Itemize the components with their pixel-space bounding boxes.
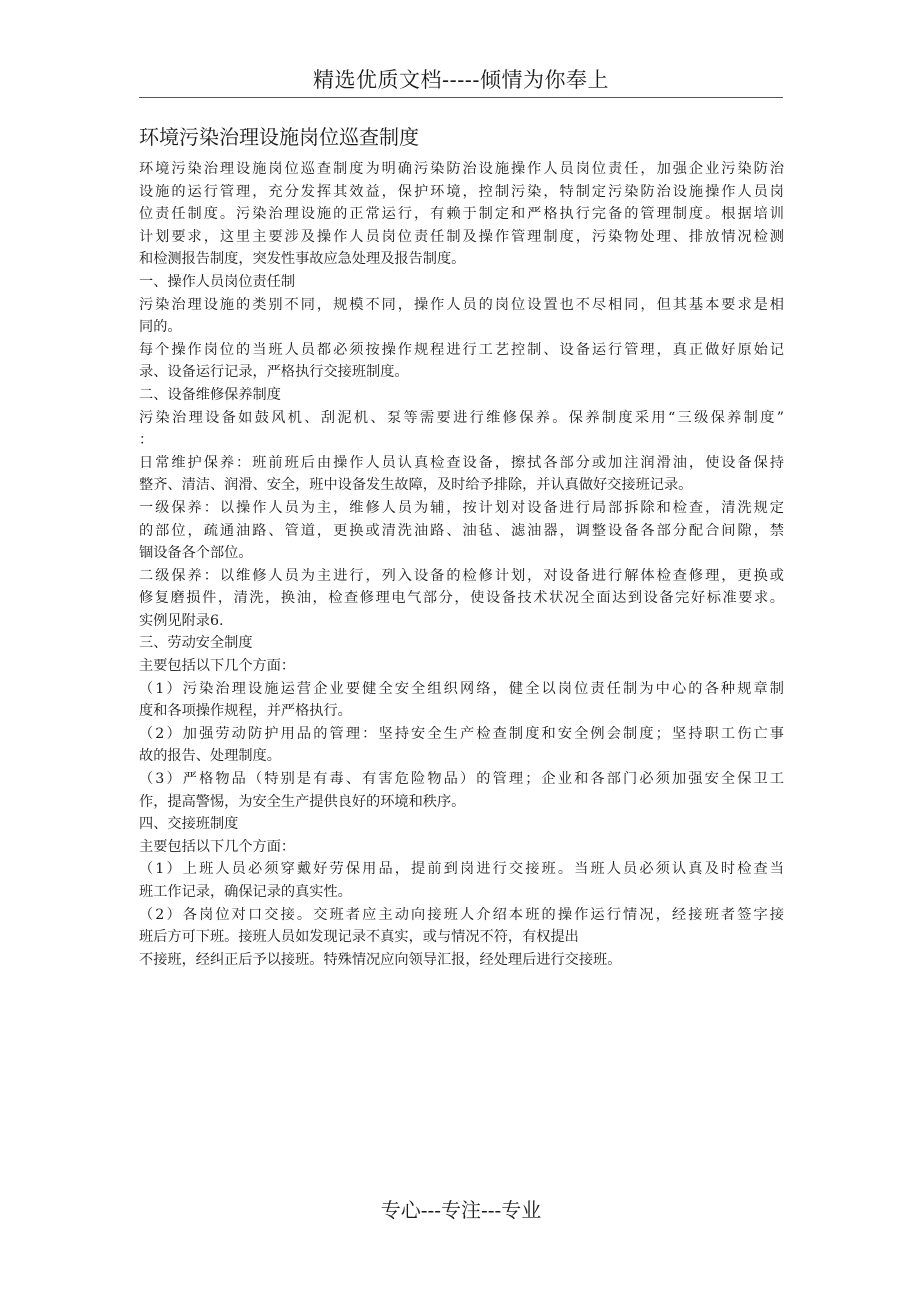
body-text-line: 二级保养：以维修人员为主进行，列入设备的检修计划，对设备进行解体检查修理，更换或 bbox=[139, 567, 784, 584]
body-text-line: 锢设备各个部位。 bbox=[139, 545, 253, 562]
body-text-line: 班后方可下班。接班人员如发现记录不真实，或与情况不符，有权提出 bbox=[139, 929, 579, 946]
body-text-line: 一级保养：以操作人员为主，维修人员为辅，按计划对设备进行局部拆除和检查，清洗规定 bbox=[139, 499, 784, 516]
body-text-line: 每个操作岗位的当班人员都必须按操作规程进行工艺控制、设备运行管理，真正做好原始记 bbox=[139, 341, 784, 358]
body-text-line: 度和各项操作规程，并严格执行。 bbox=[139, 703, 352, 720]
body-text-line: 设施的运行管理，充分发挥其效益，保护环境，控制污染，特制定污染防治设施操作人员岗 bbox=[139, 183, 784, 200]
body-text-line: 修复磨损件，清洗，换油，检查修理电气部分，使设备技术状况全面达到设备完好标准要求。 bbox=[139, 590, 784, 607]
body-text-line: （2）加强劳动防护用品的管理：坚持安全生产检查制度和安全例会制度；坚持职工伤亡事 bbox=[139, 725, 784, 742]
body-text-line: 同的。 bbox=[139, 319, 182, 336]
body-text-line: 一、操作人员岗位责任制 bbox=[139, 273, 296, 290]
body-text-line: ： bbox=[139, 432, 154, 449]
body-text-line: （1）污染治理设施运营企业要健全安全组织网络，健全以岗位责任制为中心的各种规章制 bbox=[139, 680, 784, 697]
body-text-line: 日常维护保养：班前班后由操作人员认真检查设备，擦拭各部分或加注润滑油，使设备保持 bbox=[139, 454, 784, 471]
body-text-line: 整齐、清洁、润滑、安全，班中设备发生故障，及时给予排除，并认真做好交接班记录。 bbox=[139, 477, 693, 494]
body-text-line: 故的报告、处理制度。 bbox=[139, 748, 281, 765]
header-divider bbox=[139, 97, 783, 98]
body-text-line: 环境污染治理设施岗位巡查制度为明确污染防治设施操作人员岗位责任，加强企业污染防治 bbox=[139, 161, 784, 177]
body-text-line: 实例见附录6. bbox=[139, 612, 224, 629]
body-text-line: 主要包括以下几个方面： bbox=[139, 658, 296, 675]
body-text-line: （2）各岗位对口交接。交班者应主动向接班人介绍本班的操作运行情况，经接班者签字接 bbox=[139, 906, 784, 923]
body-text-line: 不接班，经纠正后予以接班。特殊情况应向领导汇报，经处理后进行交接班。 bbox=[139, 951, 622, 968]
page-footer: 专心---专注---专业 bbox=[380, 1198, 542, 1222]
body-text-line: （3）严格物品（特别是有毒、有害危险物品）的管理；企业和各部门必须加强安全保卫工 bbox=[139, 771, 784, 788]
body-text-line: 污染治理设备如鼓风机、刮泥机、泵等需要进行维修保养。保养制度采用“三级保养制度” bbox=[139, 409, 784, 426]
body-text-line: 污染治理设施的类别不同，规模不同，操作人员的岗位设置也不尽相同，但其基本要求是相 bbox=[139, 296, 784, 313]
body-text-line: 二、设备维修保养制度 bbox=[139, 386, 281, 403]
body-text-line: （1）上班人员必须穿戴好劳保用品，提前到岗进行交接班。当班人员必须认真及时检查当 bbox=[139, 861, 784, 878]
body-text-line: 班工作记录，确保记录的真实性。 bbox=[139, 884, 352, 900]
body-text-line: 四、交接班制度 bbox=[139, 816, 239, 833]
body-text-line: 主要包括以下几个方面： bbox=[139, 838, 296, 855]
body-text-line: 三、劳动安全制度 bbox=[139, 635, 253, 652]
body-text-line: 位责任制度。污染治理设施的正常运行，有赖于制定和严格执行完备的管理制度。根据培训 bbox=[139, 206, 784, 223]
document-body bbox=[139, 158, 784, 971]
body-text-line: 录、设备运行记录，严格执行交接班制度。 bbox=[139, 364, 409, 381]
document-title: 环境污染治理设施岗位巡查制度 bbox=[139, 125, 419, 149]
body-text-line: 计划要求，这里主要涉及操作人员岗位责任制及操作管理制度，污染物处理、排放情况检测 bbox=[139, 228, 784, 245]
page-header: 精选优质文档-----倾情为你奉上 bbox=[313, 68, 609, 92]
body-text-line: 和检测报告制度，突发性事故应急处理及报告制度。 bbox=[139, 251, 466, 268]
body-text-line: 作，提高警惕，为安全生产提供良好的环境和秩序。 bbox=[139, 793, 466, 810]
body-text-line: 的部位，疏通油路、管道，更换或清洗油路、油毡、滤油器，调整设备各部分配合间隙，禁 bbox=[139, 522, 784, 539]
